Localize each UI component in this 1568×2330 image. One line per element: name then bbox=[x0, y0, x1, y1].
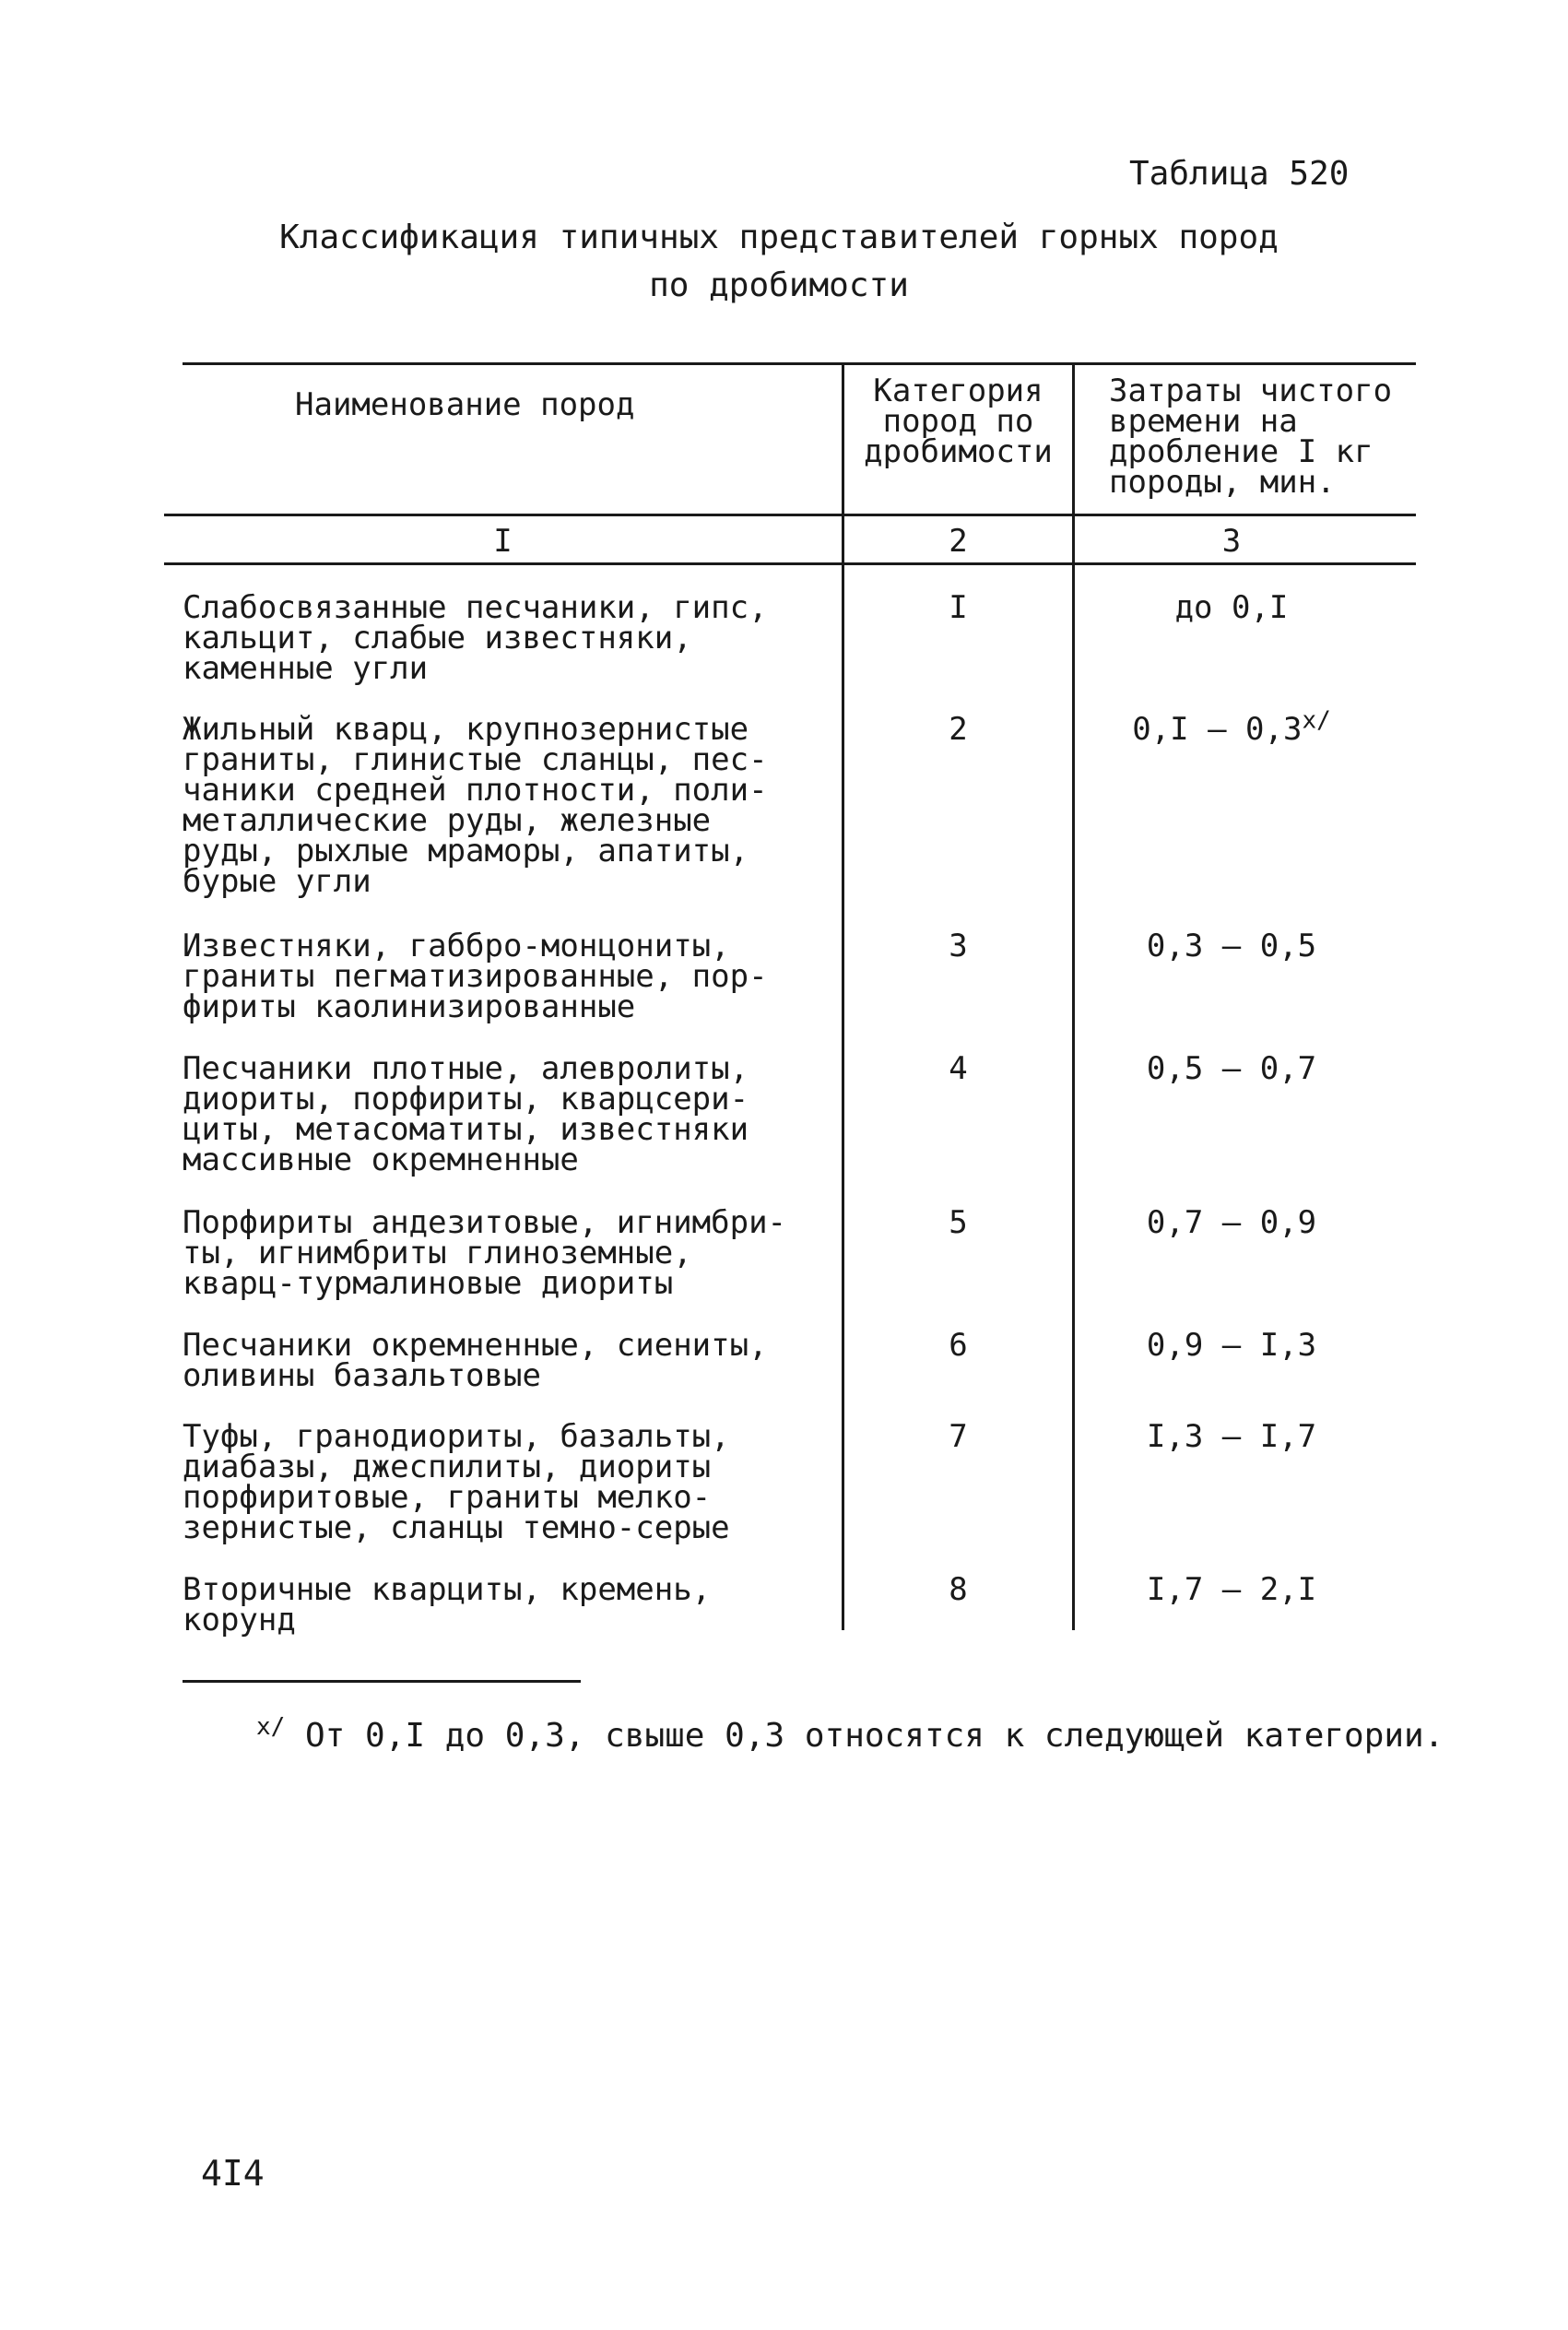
row-2-rock-names: Жильный кварц, крупнозернистые граниты, глинистые сланцы, пес- чаники средней плотности, поли- металлические руды, железные руды, рыхлые мраморы, апатиты, бурые угли bbox=[183, 711, 768, 900]
footnote-mark: x/ bbox=[256, 1713, 286, 1741]
title-line-1: Классификация типичных представителей горных пород bbox=[279, 219, 1279, 256]
column-numbers-bottom-rule bbox=[164, 562, 1416, 565]
column-number-3: 3 bbox=[1221, 523, 1242, 560]
footnote bbox=[256, 1713, 1444, 1755]
row-8-time bbox=[1075, 1571, 1388, 1608]
row-3-time-value: 0,3 – 0,5 bbox=[1146, 928, 1317, 964]
row-7-time-value: I,3 – I,7 bbox=[1146, 1418, 1317, 1455]
row-6-category: 6 bbox=[949, 1327, 968, 1364]
row-7-rock-names: Туфы, гранодиориты, базальты, диабазы, джеспилиты, диориты порфиритовые, граниты мелко- зернистые, сланцы темно-серые bbox=[183, 1418, 730, 1546]
row-5-time-value: 0,7 – 0,9 bbox=[1146, 1204, 1317, 1241]
table-top-rule bbox=[183, 362, 1416, 365]
column-header-category: Категория пород по дробимости bbox=[864, 373, 1053, 470]
row-2-time bbox=[1075, 706, 1388, 748]
row-2-category: 2 bbox=[949, 711, 968, 748]
document-title bbox=[184, 214, 1373, 310]
row-4-category: 4 bbox=[949, 1050, 968, 1087]
row-7-category: 7 bbox=[949, 1418, 968, 1455]
row-1-category: I bbox=[949, 589, 968, 626]
row-1-time-value: до 0,I bbox=[1174, 589, 1289, 626]
column-number-1: I bbox=[493, 523, 513, 560]
footnote-text: От 0,I до 0,3, свыше 0,3 относятся к следующей категории. bbox=[305, 1717, 1444, 1755]
row-5-time bbox=[1075, 1204, 1388, 1241]
column-header-time: Затраты чистого времени на дробление I кг породы, мин. bbox=[1109, 373, 1393, 501]
row-1-rock-names: Слабосвязанные песчаники, гипс, кальцит, слабые известняки, каменные угли bbox=[183, 589, 768, 687]
row-8-rock-names: Вторичные кварциты, кремень, корунд bbox=[183, 1571, 712, 1638]
row-3-category: 3 bbox=[949, 928, 968, 964]
row-7-time bbox=[1075, 1418, 1388, 1455]
table-label: Таблица 520 bbox=[1129, 155, 1350, 193]
row-3-rock-names: Известняки, габбро-монцониты, граниты пегматизированные, пор- фириты каолинизированные bbox=[183, 928, 768, 1025]
row-4-rock-names: Песчаники плотные, алевролиты, диориты, порфириты, кварцсери- циты, метасоматиты, известняки массивные окремненные bbox=[183, 1050, 749, 1178]
row-5-rock-names: Порфириты андезитовые, игнимбри- ты, игнимбриты глиноземные, кварц-турмалиновые диориты bbox=[183, 1204, 787, 1302]
row-1-time bbox=[1075, 589, 1388, 626]
row-5-category: 5 bbox=[949, 1204, 968, 1241]
column-header-name: Наименование пород bbox=[295, 386, 635, 423]
row-2-time-value: 0,I – 0,3 bbox=[1132, 711, 1303, 748]
footnote-separator bbox=[183, 1680, 581, 1683]
row-6-time-value: 0,9 – I,3 bbox=[1146, 1327, 1317, 1364]
row-6-time bbox=[1075, 1327, 1388, 1364]
page-number: 4I4 bbox=[201, 2153, 265, 2194]
row-8-time-value: I,7 – 2,I bbox=[1146, 1571, 1317, 1608]
column-number-2: 2 bbox=[949, 523, 968, 560]
row-2-time-note: x/ bbox=[1302, 706, 1331, 735]
row-3-time bbox=[1075, 928, 1388, 964]
row-8-category: 8 bbox=[949, 1571, 968, 1608]
header-bottom-rule bbox=[164, 514, 1416, 516]
row-4-time bbox=[1075, 1050, 1388, 1087]
row-4-time-value: 0,5 – 0,7 bbox=[1146, 1050, 1317, 1087]
title-line-2: по дробимости bbox=[649, 266, 909, 304]
row-6-rock-names: Песчаники окремненные, сиениты, оливины базальтовые bbox=[183, 1327, 768, 1394]
